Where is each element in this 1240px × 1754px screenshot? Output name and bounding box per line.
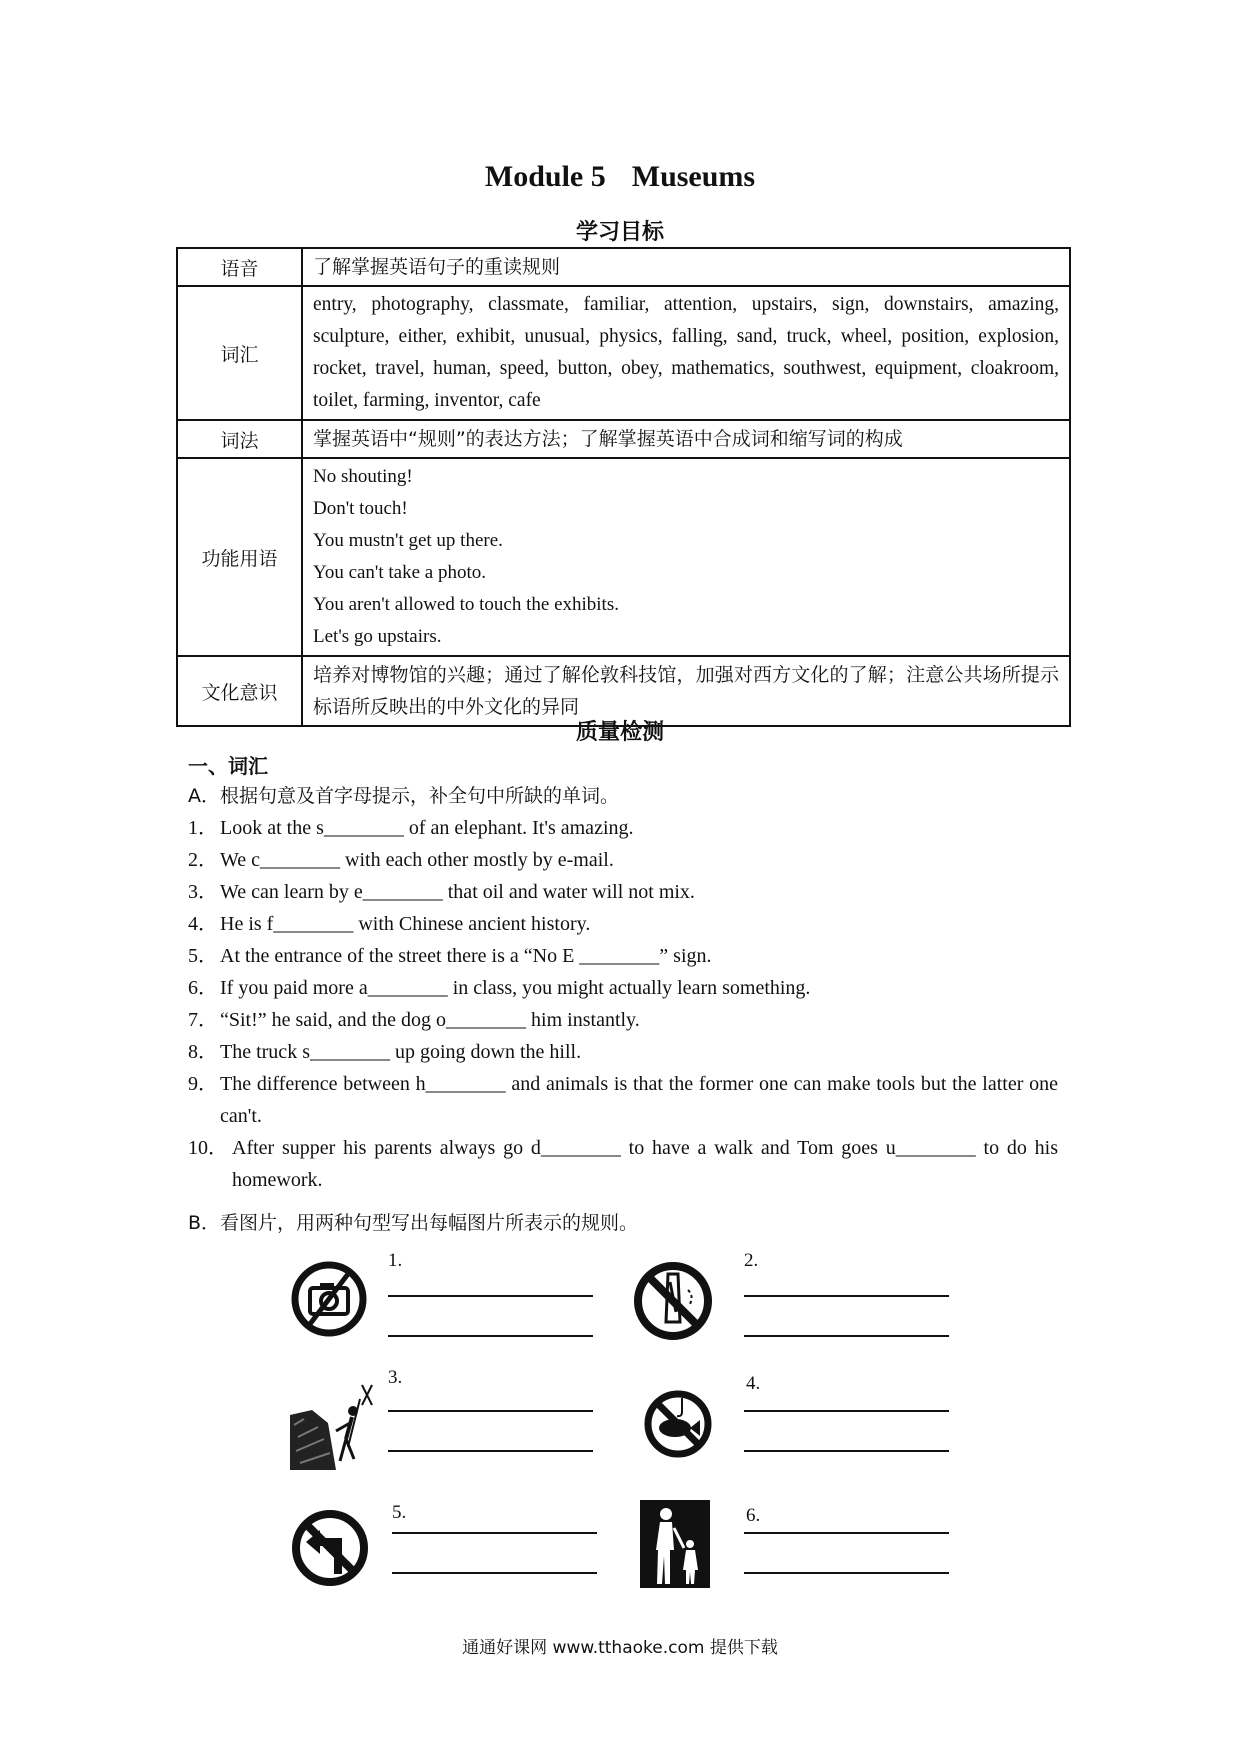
exercise-text: We can learn by e________ that oil and water will not mix. (220, 881, 695, 903)
no-ice-cream-sign-icon (632, 1260, 714, 1342)
exercise-text: If you paid more a________ in class, you might actually learn something. (220, 977, 811, 999)
goal-row-vocabulary (177, 286, 1070, 420)
function-phrase: You mustn't get up there. (313, 530, 503, 551)
goal-content: 了解掌握英语句子的重读规则 (302, 248, 1070, 286)
exercise-number: 2． (188, 849, 218, 871)
function-phrase: You aren't allowed to touch the exhibits. (313, 594, 619, 615)
picture-number: 1. (388, 1250, 403, 1271)
goal-content: entry, photography, classmate, familiar, attention, upstairs, sign, downstairs, amazing, sculpture, either, exhibit, unusual, physics, falling, sand, truck, wheel, position, explosion, rocket, travel, human, speed, button, obey, mathematics, southwest, equipment, cloakroom, toilet, farming, inventor, cafe (302, 286, 1070, 420)
quality-heading: 质量检测 (575, 720, 664, 745)
module-name: Museums (631, 160, 756, 193)
answer-line (392, 1532, 597, 1534)
goal-label: 功能用语 (177, 458, 302, 656)
picture-number: 4. (746, 1373, 761, 1394)
goal-content: 掌握英语中“规则”的表达方法；了解掌握英语中合成词和缩写词的构成 (302, 420, 1070, 458)
module-number: Module 5 (484, 160, 606, 193)
goal-label: 语音 (177, 248, 302, 286)
answer-line (388, 1295, 593, 1297)
goal-row-pronunciation (177, 248, 1070, 286)
exercise-number: 1． (188, 817, 218, 839)
goal-label: 文化意识 (177, 656, 302, 726)
exercise-number: 7． (188, 1009, 218, 1031)
answer-line (392, 1572, 597, 1574)
part-b-instruction: B．看图片，用两种句型写出每幅图片所表示的规则。 (188, 1212, 639, 1234)
no-climbing-sign-icon (290, 1375, 380, 1470)
no-left-turn-sign-icon (290, 1508, 370, 1588)
no-camera-sign-icon (290, 1260, 368, 1338)
picture-number: 2. (744, 1250, 759, 1271)
exercise-number: 10． (188, 1137, 228, 1159)
exercise-item (188, 812, 1058, 844)
answer-line (388, 1450, 593, 1452)
exercise-text: He is f________ with Chinese ancient history. (220, 913, 591, 935)
exercise-text: Look at the s________ of an elephant. It's amazing. (220, 817, 634, 839)
exercise-item (188, 908, 1058, 940)
exercise-number: 4． (188, 913, 218, 935)
goal-row-grammar (177, 420, 1070, 458)
function-phrase: Don't touch! (313, 498, 408, 519)
answer-line (744, 1410, 949, 1412)
exercise-item (188, 1068, 1058, 1132)
picture-number: 6. (746, 1505, 761, 1526)
exercise-text: At the entrance of the street there is a “No E ________” sign. (220, 945, 712, 967)
exercise-item (188, 876, 1058, 908)
function-phrase: You can't take a photo. (313, 562, 486, 583)
goal-content (302, 458, 1070, 656)
answer-line (744, 1335, 949, 1337)
exercise-item (188, 1132, 1058, 1196)
answer-line (388, 1410, 593, 1412)
answer-line (388, 1335, 593, 1337)
no-fishing-sign-icon (642, 1388, 714, 1460)
exercise-number: 6． (188, 977, 218, 999)
exercise-item (188, 940, 1058, 972)
page-title (0, 160, 1240, 194)
goal-row-functions (177, 458, 1070, 656)
exercise-number: 9． (188, 1073, 218, 1095)
function-phrase: Let's go upstairs. (313, 626, 442, 647)
learning-goals-table (176, 247, 1071, 727)
exercise-text: The truck s________ up going down the hill. (220, 1041, 582, 1063)
exercise-item (188, 844, 1058, 876)
exercise-number: 8． (188, 1041, 218, 1063)
exercise-item (188, 1004, 1058, 1036)
page-footer: 通通好课网 www.tthaoke.com 提供下载 (462, 1638, 778, 1658)
exercise-text: “Sit!” he said, and the dog o________ him instantly. (220, 1009, 640, 1031)
function-phrase: No shouting! (313, 466, 413, 487)
answer-line (744, 1572, 949, 1574)
walking-person-child-sign-icon (640, 1500, 710, 1588)
picture-number: 5. (392, 1502, 407, 1523)
answer-line (744, 1295, 949, 1297)
part-a-instruction: A．根据句意及首字母提示，补全句中所缺的单词。 (188, 785, 619, 807)
goal-label: 词汇 (177, 286, 302, 420)
section-vocabulary-heading: 一、词汇 (188, 754, 268, 778)
exercise-text: We c________ with each other mostly by e-mail. (220, 849, 614, 871)
exercise-number: 3． (188, 881, 218, 903)
goal-label: 词法 (177, 420, 302, 458)
exercise-list (188, 812, 1058, 1196)
answer-line (744, 1450, 949, 1452)
picture-exercise-grid (0, 1240, 1240, 1600)
exercise-text: The difference between h________ and animals is that the former one can make tools but the latter one can't. (220, 1073, 1058, 1127)
goals-heading: 学习目标 (575, 220, 664, 245)
exercise-item (188, 972, 1058, 1004)
exercise-item (188, 1036, 1058, 1068)
answer-line (744, 1532, 949, 1534)
exercise-number: 5． (188, 945, 218, 967)
picture-number: 3. (388, 1367, 403, 1388)
goal-content: 培养对博物馆的兴趣；通过了解伦敦科技馆，加强对西方文化的了解；注意公共场所提示标语所反映出的中外文化的异同 (302, 656, 1070, 726)
exercise-text: After supper his parents always go d________ to have a walk and Tom goes u________ to do his homework. (232, 1137, 1058, 1191)
